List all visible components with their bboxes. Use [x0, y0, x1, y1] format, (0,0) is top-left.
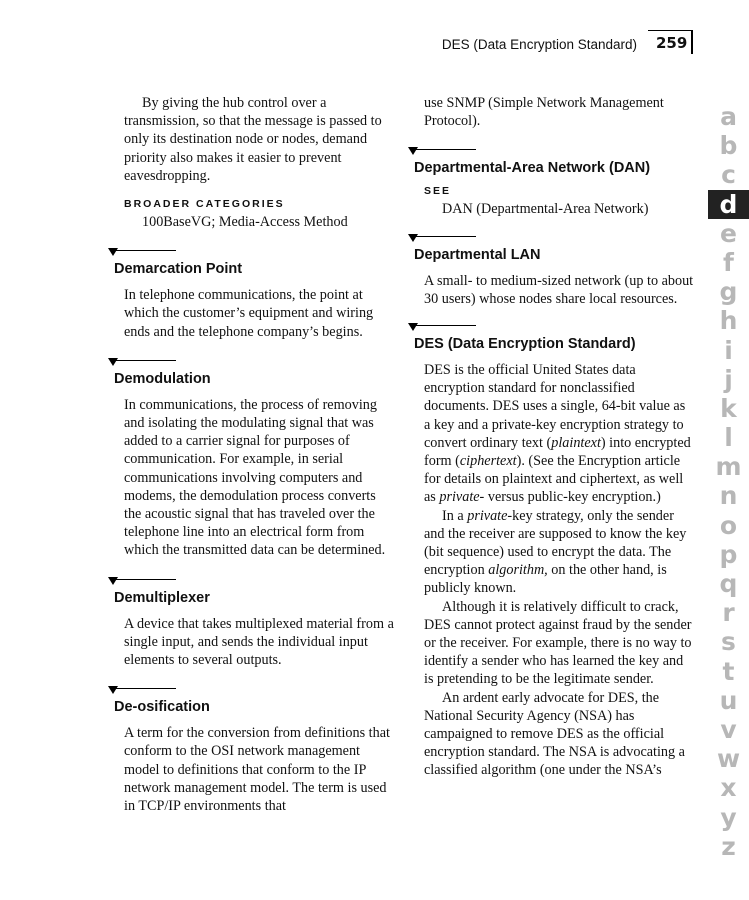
- see-reference: DAN (Departmental-Area Network): [442, 201, 649, 218]
- alphabet-tab-x: x: [720, 773, 737, 803]
- alphabet-thumb-index: [708, 102, 749, 861]
- alphabet-tab-t: t: [722, 656, 735, 686]
- entry-marker: [412, 146, 694, 156]
- alphabet-tab-f: f: [723, 247, 734, 277]
- glossary-entry: [412, 233, 694, 308]
- glossary-entry: [412, 146, 694, 218]
- alphabet-tab-p: p: [719, 539, 738, 569]
- alphabet-tab-z: z: [721, 831, 736, 861]
- alphabet-tab-q: q: [719, 569, 738, 598]
- entry-marker: [112, 247, 394, 257]
- entry-marker: [412, 322, 694, 332]
- alphabet-tab-m: m: [715, 452, 742, 482]
- glossary-entry: [112, 357, 394, 560]
- alphabet-tab-r: r: [722, 598, 735, 628]
- entry-definition: A small- to medium-sized network (up to about 30 users) whose nodes share local resources.: [424, 272, 694, 307]
- alphabet-tab-i: i: [724, 335, 733, 365]
- alphabet-tab-j: j: [724, 364, 733, 394]
- alphabet-tab-b: b: [719, 131, 738, 161]
- des-paragraph-2: In a private-key strategy, only the sender and the receiver are supposed to know the key (bit sequence) used to encrypt the data. The encryption algorithm, on the other hand, is publicly known.: [424, 507, 687, 597]
- alphabet-tab-s: s: [721, 627, 736, 657]
- intro-paragraph: By giving the hub control over a transmission, so that the message is passed to only its destination node or nodes, demand priority also makes it easier to prevent eavesdropping.: [124, 95, 382, 184]
- header-rule: [648, 30, 692, 31]
- glossary-entry: [112, 247, 394, 341]
- running-header-title: DES (Data Encryption Standard): [441, 37, 637, 52]
- des-paragraph-1: DES is the official United States data encryption standard for nonclassified documents. DES uses a single, 64-bit value as a key and a private-key encryption strategy to convert ordinary text (plaintext) into encrypted form (ciphertext). (See the Encryption article for details on plaintext and ciphertext, as well as private- versus public-key encryption.): [424, 362, 691, 506]
- alphabet-tab-w: w: [716, 744, 741, 774]
- glossary-entry: [112, 685, 394, 815]
- alphabet-tab-l: l: [724, 423, 733, 453]
- entry-marker: [112, 576, 394, 586]
- entry-definition: A term for the conversion from definitions that conform to the OSI network management model to definitions that conform to the IP network management model. The term is used in TCP/IP environments that: [124, 725, 390, 815]
- entry-term: Departmental LAN: [414, 246, 541, 263]
- alphabet-tab-u: u: [719, 685, 738, 715]
- left-column: [112, 94, 394, 815]
- entry-term: Departmental-Area Network (DAN): [414, 160, 651, 177]
- entry-term: DES (Data Encryption Standard): [414, 336, 636, 353]
- entry-definition: In telephone communications, the point at which the customer’s equipment and wiring ends and the telephone company’s begins.: [124, 287, 374, 340]
- entry-term: Demarcation Point: [114, 261, 243, 278]
- entry-marker: [112, 357, 394, 367]
- broader-categories-label: BROADER CATEGORIES: [124, 198, 285, 211]
- right-column: [412, 94, 694, 780]
- glossary-entry: [112, 576, 394, 670]
- alphabet-tab-o: o: [719, 510, 738, 540]
- alphabet-tab-k: k: [720, 393, 737, 423]
- entry-definition: In communications, the process of removing and isolating the modulating signal that was added to a carrier signal for purposes of communication. For example, in serial communications involving computers and modems, the demodulation process converts the acoustic signal that has traveled over the telephone line into an electrical form from which the transmitted data can be determined.: [124, 396, 386, 559]
- broader-categories-value: 100BaseVG; Media-Access Method: [142, 214, 348, 231]
- alphabet-tab-y: y: [720, 802, 737, 832]
- alphabet-tab-n: n: [719, 481, 738, 511]
- page-number: 259: [656, 34, 688, 52]
- alphabet-tab-a: a: [720, 102, 737, 131]
- entry-marker: [112, 685, 394, 695]
- alphabet-tab-h: h: [719, 306, 738, 336]
- see-label: SEE: [424, 185, 452, 198]
- glossary-entry: [412, 322, 694, 780]
- entry-term: De-osification: [114, 699, 210, 716]
- alphabet-tab-g: g: [719, 277, 738, 307]
- entry-definition: A device that takes multiplexed material from a single input, and sends the individual input elements to several outputs.: [124, 615, 394, 669]
- entry-marker: [412, 233, 694, 243]
- des-paragraph-4: An ardent early advocate for DES, the National Security Agency (NSA) has campaigned to remove DES as the official encryption standard. The NSA is advocating a classified algorithm (one under the NSA’s: [424, 689, 685, 779]
- continued-paragraph: use SNMP (Simple Network Management Protocol).: [424, 95, 664, 130]
- alphabet-tab-v: v: [720, 714, 737, 744]
- des-paragraph-3: Although it is relatively difficult to crack, DES cannot protect against fraud by the sender or the receiver. For example, there is no way to identify a sender who has learned the key and is pretending to be the legitimate sender.: [424, 598, 692, 688]
- alphabet-tab-c: c: [721, 160, 736, 190]
- entry-term: Demodulation: [114, 370, 211, 387]
- alphabet-tab-d: d: [708, 190, 749, 219]
- alphabet-tab-e: e: [720, 218, 737, 248]
- header-rule-vertical: [691, 30, 693, 54]
- entry-term: Demultiplexer: [114, 589, 210, 606]
